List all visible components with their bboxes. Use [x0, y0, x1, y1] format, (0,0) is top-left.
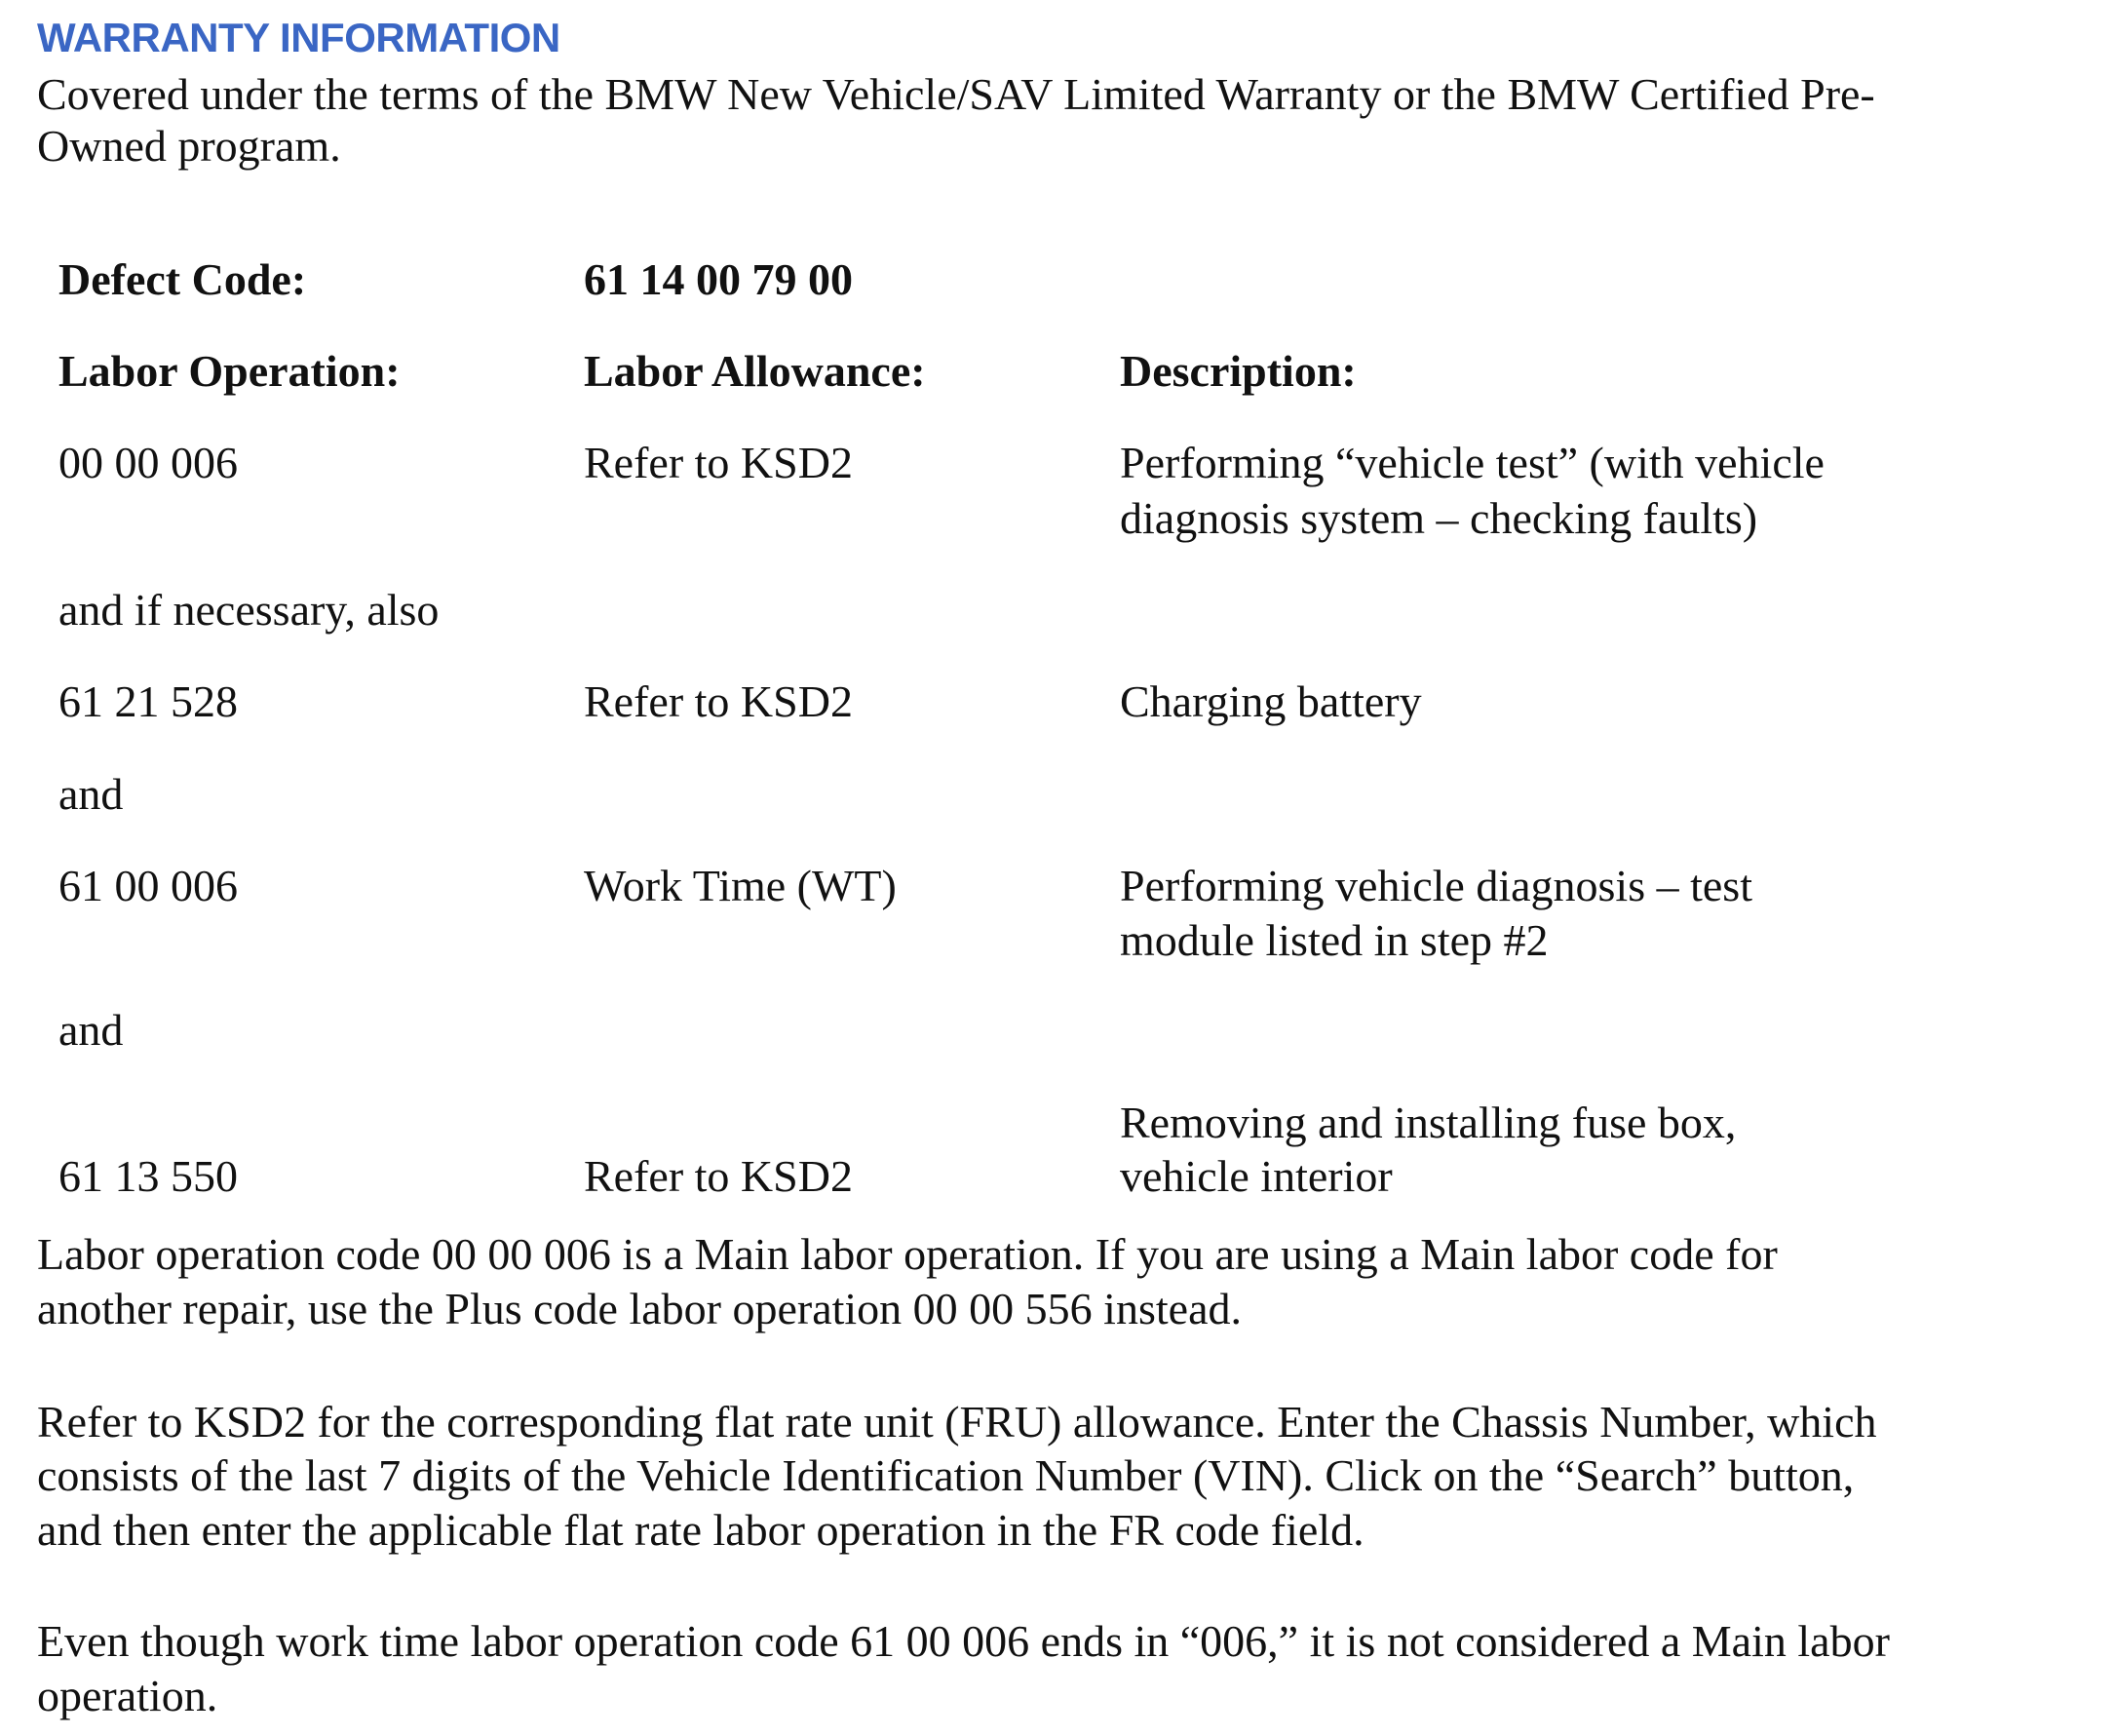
description-cell: Charging battery	[1120, 676, 1422, 726]
labor-op-cell: 00 00 006	[58, 438, 238, 487]
labor-op-cell: 61 21 528	[58, 676, 238, 726]
allowance-cell: Work Time (WT)	[584, 861, 897, 910]
note-work-time-line-1: Even though work time labor operation code 61 00 006 ends in “006,” it is not considered a Main labor	[37, 1616, 1890, 1666]
labor-op-cell: 61 00 006	[58, 861, 238, 910]
note-ksd2-line-2: consists of the last 7 digits of the Vehicle Identification Number (VIN). Click on the “Search” button,	[37, 1450, 1855, 1500]
description-cell: diagnosis system – checking faults)	[1120, 493, 1758, 543]
defect-code-label: Defect Code:	[58, 254, 307, 304]
description-cell: module listed in step #2	[1120, 915, 1549, 965]
allowance-cell: Refer to KSD2	[584, 1151, 853, 1201]
note-work-time-line-2: operation.	[37, 1671, 218, 1720]
header-labor-allowance: Labor Allowance:	[584, 346, 926, 396]
note-ksd2-line-3: and then enter the applicable flat rate labor operation in the FR code field.	[37, 1505, 1364, 1555]
description-cell: Performing “vehicle test” (with vehicle	[1120, 438, 1825, 487]
labor-op-cell: 61 13 550	[58, 1151, 238, 1201]
allowance-cell: Refer to KSD2	[584, 676, 853, 726]
description-cell: vehicle interior	[1120, 1151, 1393, 1201]
description-cell: Removing and installing fuse box,	[1120, 1098, 1737, 1147]
connector-text: and	[58, 1005, 124, 1055]
note-ksd2-line-1: Refer to KSD2 for the corresponding flat rate unit (FRU) allowance. Enter the Chassis Number, which	[37, 1397, 1877, 1447]
description-cell: Performing vehicle diagnosis – test	[1120, 861, 1752, 910]
intro-line-1: Covered under the terms of the BMW New Vehicle/SAV Limited Warranty or the BMW Certified Pre-	[37, 69, 1875, 119]
connector-text: and if necessary, also	[58, 585, 440, 635]
note-main-labor-line-1: Labor operation code 00 00 006 is a Main labor operation. If you are using a Main labor code for	[37, 1229, 1778, 1279]
section-heading: WARRANTY INFORMATION	[37, 15, 560, 60]
allowance-cell: Refer to KSD2	[584, 438, 853, 487]
connector-text: and	[58, 769, 124, 819]
defect-code-value: 61 14 00 79 00	[584, 254, 853, 304]
header-description: Description:	[1120, 346, 1357, 396]
header-labor-operation: Labor Operation:	[58, 346, 401, 396]
note-main-labor-line-2: another repair, use the Plus code labor operation 00 00 556 instead.	[37, 1284, 1242, 1333]
intro-line-2: Owned program.	[37, 121, 341, 171]
